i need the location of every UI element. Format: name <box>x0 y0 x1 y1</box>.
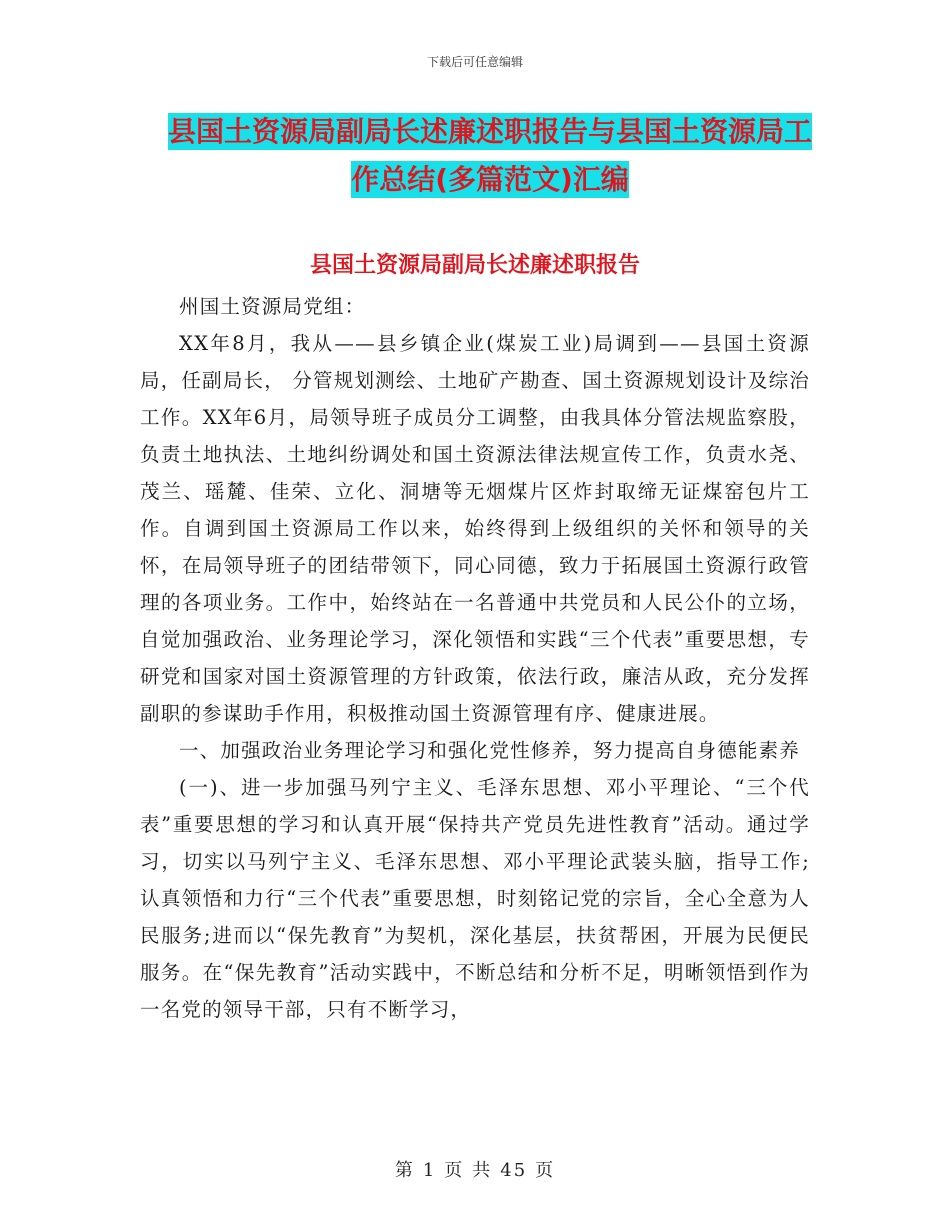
document-title-line1: 县国土资源局副局长述廉述职报告与县国土资源局工 <box>167 115 812 148</box>
document-title-line2: 作总结(多篇范文)汇编 <box>351 163 629 196</box>
footer-page-number: 1 <box>422 1160 437 1181</box>
paragraph: (一)、进一步加强马列宁主义、毛泽东思想、邓小平理论、“三个代表”重要思想的学习和认真开展“保持共产党员先进性教育”活动。通过学习，切实以马列宁主义、毛泽东思想、邓小平理论武装头脑，指导工作;认真领悟和力行“三个代表”重要思想，时刻铭记党的宗旨，全心全意为人民服务;进而以“保先教育”为契机，深化基层，扶贫帮困，开展为民便民服务。在“保先教育”活动实践中，不断总结和分析不足，明晰领悟到作为一名党的领导干部，只有不断学习， <box>140 776 810 1021</box>
footer-total-pages: 45 <box>500 1160 528 1181</box>
footer-mid2: 共 <box>472 1160 493 1181</box>
header-note: 下载后可任意编辑 <box>426 55 523 69</box>
salutation: 州国土资源局党组： <box>179 295 366 318</box>
footer-prefix: 第 <box>394 1160 415 1181</box>
paragraph-heading: 一、加强政治业务理论学习和强化党性修养，努力提高自身德能素养 <box>179 739 801 762</box>
section-title: 县国土资源局副局长述廉述职报告 <box>309 253 640 278</box>
page-footer <box>0 1156 950 1182</box>
footer-suffix: 页 <box>535 1160 556 1181</box>
document-title <box>140 108 840 204</box>
footer-mid1: 页 <box>444 1160 465 1181</box>
body-text <box>140 288 810 1028</box>
paragraph: XX年8月，我从——县乡镇企业(煤炭工业)局调到——县国土资源局，任副局长， 分管规划测绘、土地矿产勘查、国土资源规划设计及综治工作。XX年6月，局领导班子成员分工调整，由我具体分管法规监察股，负责土地执法、土地纠纷调处和国土资源法律法规宣传工作，负责水尧、茂兰、瑶麓、佳荣、立化、洞塘等无烟煤片区炸封取缔无证煤窑包片工作。自调到国土资源局工作以来，始终得到上级组织的关怀和领导的关怀，在局领导班子的团结带领下，同心同德，致力于拓展国土资源行政管理的各项业务。工作中，始终站在一名普通中共党员和人民公仆的立场，自觉加强政治、业务理论学习，深化领悟和实践“三个代表”重要思想，专研党和国家对国土资源管理的方针政策，依法行政，廉洁从政，充分发挥副职的参谋助手作用，积极推动国土资源管理有序、健康进展。 <box>140 332 810 725</box>
